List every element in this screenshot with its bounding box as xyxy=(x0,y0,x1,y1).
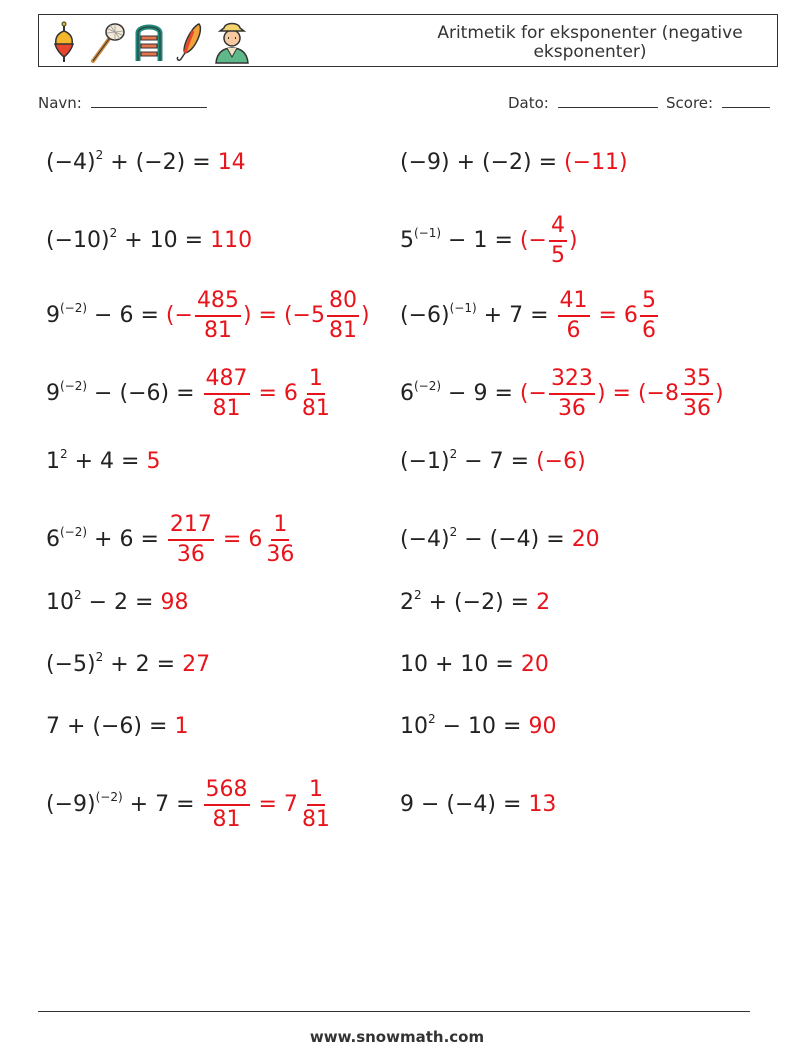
problem-row xyxy=(46,211,252,271)
fraction-denominator: 36 xyxy=(557,396,586,421)
fraction-numerator: 80 xyxy=(327,287,359,317)
problem-question xyxy=(46,301,166,328)
question-base: (−4) xyxy=(46,150,96,175)
problem-answer xyxy=(202,776,334,834)
answer-value: (−11) xyxy=(564,150,628,175)
problem-question xyxy=(400,525,572,552)
fraction-numerator: 4 xyxy=(549,212,567,242)
answer-prefix: (− xyxy=(519,228,547,253)
problem-row xyxy=(46,286,370,346)
question-base: 2 xyxy=(400,590,414,615)
fraction-numerator: 1 xyxy=(271,511,289,541)
date-field xyxy=(508,93,658,112)
problem-answer xyxy=(218,152,246,174)
fraction xyxy=(681,365,713,423)
question-exponent: 2 xyxy=(414,588,422,602)
fraction xyxy=(327,287,359,345)
answer-middle: = 6 xyxy=(591,303,638,328)
answer-middle: ) = (−5 xyxy=(242,303,325,328)
fraction-numerator: 485 xyxy=(195,287,241,317)
problem-answer xyxy=(528,794,556,816)
fishing-float-icon xyxy=(47,21,81,63)
fraction-denominator: 81 xyxy=(212,807,241,832)
question-exponent: 2 xyxy=(60,447,68,461)
fraction xyxy=(204,365,250,423)
answer-value: 110 xyxy=(210,228,253,253)
question-exponent: (−2) xyxy=(60,525,88,539)
question-text: 9 − (−4) = xyxy=(400,792,529,817)
answer-middle: ) = (−8 xyxy=(596,381,679,406)
score-label: Score: xyxy=(666,94,714,112)
problem-answer xyxy=(174,716,188,738)
fraction xyxy=(195,287,241,345)
question-exponent: 2 xyxy=(95,148,104,162)
problem-row xyxy=(400,286,660,346)
question-exponent: (−2) xyxy=(60,301,88,315)
score-blank[interactable] xyxy=(722,93,770,108)
problem-question xyxy=(400,226,520,253)
fraction-denominator: 5 xyxy=(550,243,565,268)
question-base: 5 xyxy=(400,228,414,253)
fraction-numerator: 35 xyxy=(681,365,713,395)
fraction-denominator: 36 xyxy=(176,542,205,567)
answer-value: 13 xyxy=(528,792,557,817)
answer-suffix: ) xyxy=(360,303,370,328)
question-base: 1 xyxy=(46,449,60,474)
worksheet-title: Aritmetik for eksponenter (negative eksponenter) xyxy=(437,23,743,62)
problem-question xyxy=(46,716,174,738)
problem-answer xyxy=(202,365,334,423)
answer-value: 27 xyxy=(182,652,211,677)
question-rest: + (−2) = xyxy=(421,590,537,615)
question-base: 6 xyxy=(400,381,414,406)
problem-answer xyxy=(521,654,549,676)
question-rest: + 2 = xyxy=(103,652,183,677)
problem-row xyxy=(400,364,724,424)
problem-question xyxy=(46,650,183,677)
problem-answer xyxy=(536,592,550,614)
problem-row xyxy=(400,133,628,193)
answer-value: 2 xyxy=(536,590,551,615)
question-exponent: (−2) xyxy=(414,379,442,393)
fraction xyxy=(300,776,332,834)
fraction-numerator: 1 xyxy=(307,365,325,395)
answer-middle: = 7 xyxy=(251,792,298,817)
question-exponent: 2 xyxy=(95,650,104,664)
fraction-denominator: 81 xyxy=(212,396,241,421)
fraction-denominator: 36 xyxy=(682,396,711,421)
problem-answer xyxy=(536,451,586,473)
answer-value: 98 xyxy=(160,590,189,615)
question-rest: + 6 = xyxy=(87,527,166,552)
problem-question xyxy=(400,588,537,615)
question-base: 6 xyxy=(46,527,60,552)
question-exponent: (−1) xyxy=(449,301,477,315)
problem-row xyxy=(400,573,550,633)
question-text: 10 + 10 = xyxy=(400,652,521,677)
problem-answer xyxy=(564,152,628,174)
fraction-denominator: 81 xyxy=(301,807,330,832)
problem-question xyxy=(46,148,218,175)
answer-suffix: ) xyxy=(714,381,724,406)
problem-question xyxy=(400,152,564,174)
problem-question xyxy=(46,588,161,615)
answer-value: 90 xyxy=(528,714,557,739)
problem-row xyxy=(46,635,210,695)
answer-prefix: (− xyxy=(165,303,193,328)
footer-divider xyxy=(38,1011,750,1012)
answer-middle: = 6 xyxy=(251,381,298,406)
problem-question xyxy=(46,790,202,817)
problem-question xyxy=(46,525,166,552)
question-exponent: 2 xyxy=(109,226,118,240)
date-label: Dato: xyxy=(508,94,549,112)
question-rest: + 7 = xyxy=(122,792,202,817)
fraction xyxy=(204,776,250,834)
problem-answer xyxy=(166,287,370,345)
fraction-denominator: 81 xyxy=(203,318,232,343)
fraction-numerator: 1 xyxy=(307,776,325,806)
problem-row xyxy=(46,432,160,492)
fraction xyxy=(640,287,658,345)
fraction-numerator: 568 xyxy=(204,776,250,806)
problem-answer xyxy=(528,716,556,738)
question-exponent: 2 xyxy=(449,525,458,539)
question-base: 9 xyxy=(46,381,60,406)
fishing-net-icon xyxy=(89,21,125,63)
fraction-numerator: 5 xyxy=(640,287,658,317)
problem-answer xyxy=(160,592,188,614)
problem-row xyxy=(400,211,578,271)
answer-value: 5 xyxy=(146,449,161,474)
problem-row xyxy=(400,697,556,757)
answer-prefix: (− xyxy=(519,381,547,406)
question-rest: − 7 = xyxy=(457,449,537,474)
problem-question xyxy=(46,379,202,406)
question-rest: − 6 = xyxy=(87,303,166,328)
question-rest: + 4 = xyxy=(67,449,147,474)
question-rest: + 10 = xyxy=(117,228,211,253)
problem-answer xyxy=(166,511,298,569)
problem-answer xyxy=(556,287,660,345)
question-text: 7 + (−6) = xyxy=(46,714,175,739)
problem-question xyxy=(400,654,521,676)
problem-question xyxy=(400,794,528,816)
question-rest: − 2 = xyxy=(81,590,161,615)
problem-row xyxy=(46,573,188,633)
fraction xyxy=(300,365,332,423)
answer-value: (−6) xyxy=(536,449,586,474)
fraction-numerator: 323 xyxy=(549,365,595,395)
question-base: (−5) xyxy=(46,652,96,677)
answer-value: 20 xyxy=(520,652,549,677)
answer-value: 1 xyxy=(174,714,189,739)
answer-value: 20 xyxy=(571,527,600,552)
problem-question xyxy=(46,226,211,253)
question-exponent: 2 xyxy=(449,447,458,461)
question-exponent: 2 xyxy=(74,588,82,602)
score-field xyxy=(666,93,770,112)
problem-question xyxy=(400,379,520,406)
problem-row xyxy=(46,364,334,424)
problem-answer xyxy=(520,365,724,423)
question-base: (−1) xyxy=(400,449,450,474)
header-icons xyxy=(47,19,251,65)
problem-answer xyxy=(210,230,252,252)
fraction xyxy=(168,511,214,569)
problem-question xyxy=(46,447,147,474)
header-box xyxy=(38,14,778,67)
fisherman-icon xyxy=(213,19,251,65)
question-exponent: 2 xyxy=(428,712,436,726)
question-rest: − 10 = xyxy=(435,714,529,739)
fraction-numerator: 41 xyxy=(558,287,590,317)
question-exponent: (−2) xyxy=(60,379,88,393)
question-rest: − 1 = xyxy=(441,228,520,253)
question-base: 10 xyxy=(46,590,74,615)
answer-value: 14 xyxy=(217,150,246,175)
problem-question xyxy=(400,301,556,328)
problem-answer xyxy=(572,529,600,551)
fraction-denominator: 81 xyxy=(328,318,357,343)
question-exponent: (−2) xyxy=(95,790,123,804)
problem-row xyxy=(46,775,334,835)
question-base: (−4) xyxy=(400,527,450,552)
fraction-denominator: 6 xyxy=(641,318,656,343)
question-base: (−10) xyxy=(46,228,110,253)
fraction-denominator: 6 xyxy=(566,318,581,343)
fraction xyxy=(264,511,296,569)
question-exponent: (−1) xyxy=(414,226,442,240)
question-rest: + (−2) = xyxy=(103,150,218,175)
question-rest: − (−4) = xyxy=(457,527,572,552)
question-base: (−9) xyxy=(46,792,96,817)
problem-answer xyxy=(520,212,578,270)
name-blank[interactable] xyxy=(91,93,207,108)
fraction xyxy=(549,365,595,423)
question-rest: + 7 = xyxy=(476,303,556,328)
fraction-numerator: 217 xyxy=(168,511,214,541)
name-field xyxy=(38,93,207,112)
name-label: Navn: xyxy=(38,94,82,112)
fraction xyxy=(549,212,567,270)
question-base: 10 xyxy=(400,714,428,739)
problem-question xyxy=(400,447,537,474)
answer-middle: ) xyxy=(568,228,578,253)
question-rest: − 9 = xyxy=(441,381,520,406)
problem-row xyxy=(46,697,188,757)
fraction-denominator: 36 xyxy=(266,542,295,567)
fishing-lure-icon xyxy=(173,21,205,63)
question-base: 9 xyxy=(46,303,60,328)
fraction-numerator: 487 xyxy=(204,365,250,395)
problem-row xyxy=(46,510,298,570)
answer-middle: = 6 xyxy=(215,527,263,552)
problem-row xyxy=(400,635,549,695)
problem-row xyxy=(46,133,246,193)
problem-question xyxy=(400,712,529,739)
footer-url: www.snowmath.com xyxy=(309,1028,485,1046)
question-base: (−6) xyxy=(400,303,450,328)
problem-row xyxy=(400,775,556,835)
question-text: (−9) + (−2) = xyxy=(400,150,565,175)
problem-row xyxy=(400,432,586,492)
ladder-icon xyxy=(133,21,165,63)
fraction-denominator: 81 xyxy=(301,396,330,421)
problem-row xyxy=(400,510,600,570)
question-rest: − (−6) = xyxy=(87,381,202,406)
fraction xyxy=(558,287,590,345)
problem-answer xyxy=(182,654,210,676)
date-blank[interactable] xyxy=(558,93,658,108)
problem-answer xyxy=(146,451,160,473)
